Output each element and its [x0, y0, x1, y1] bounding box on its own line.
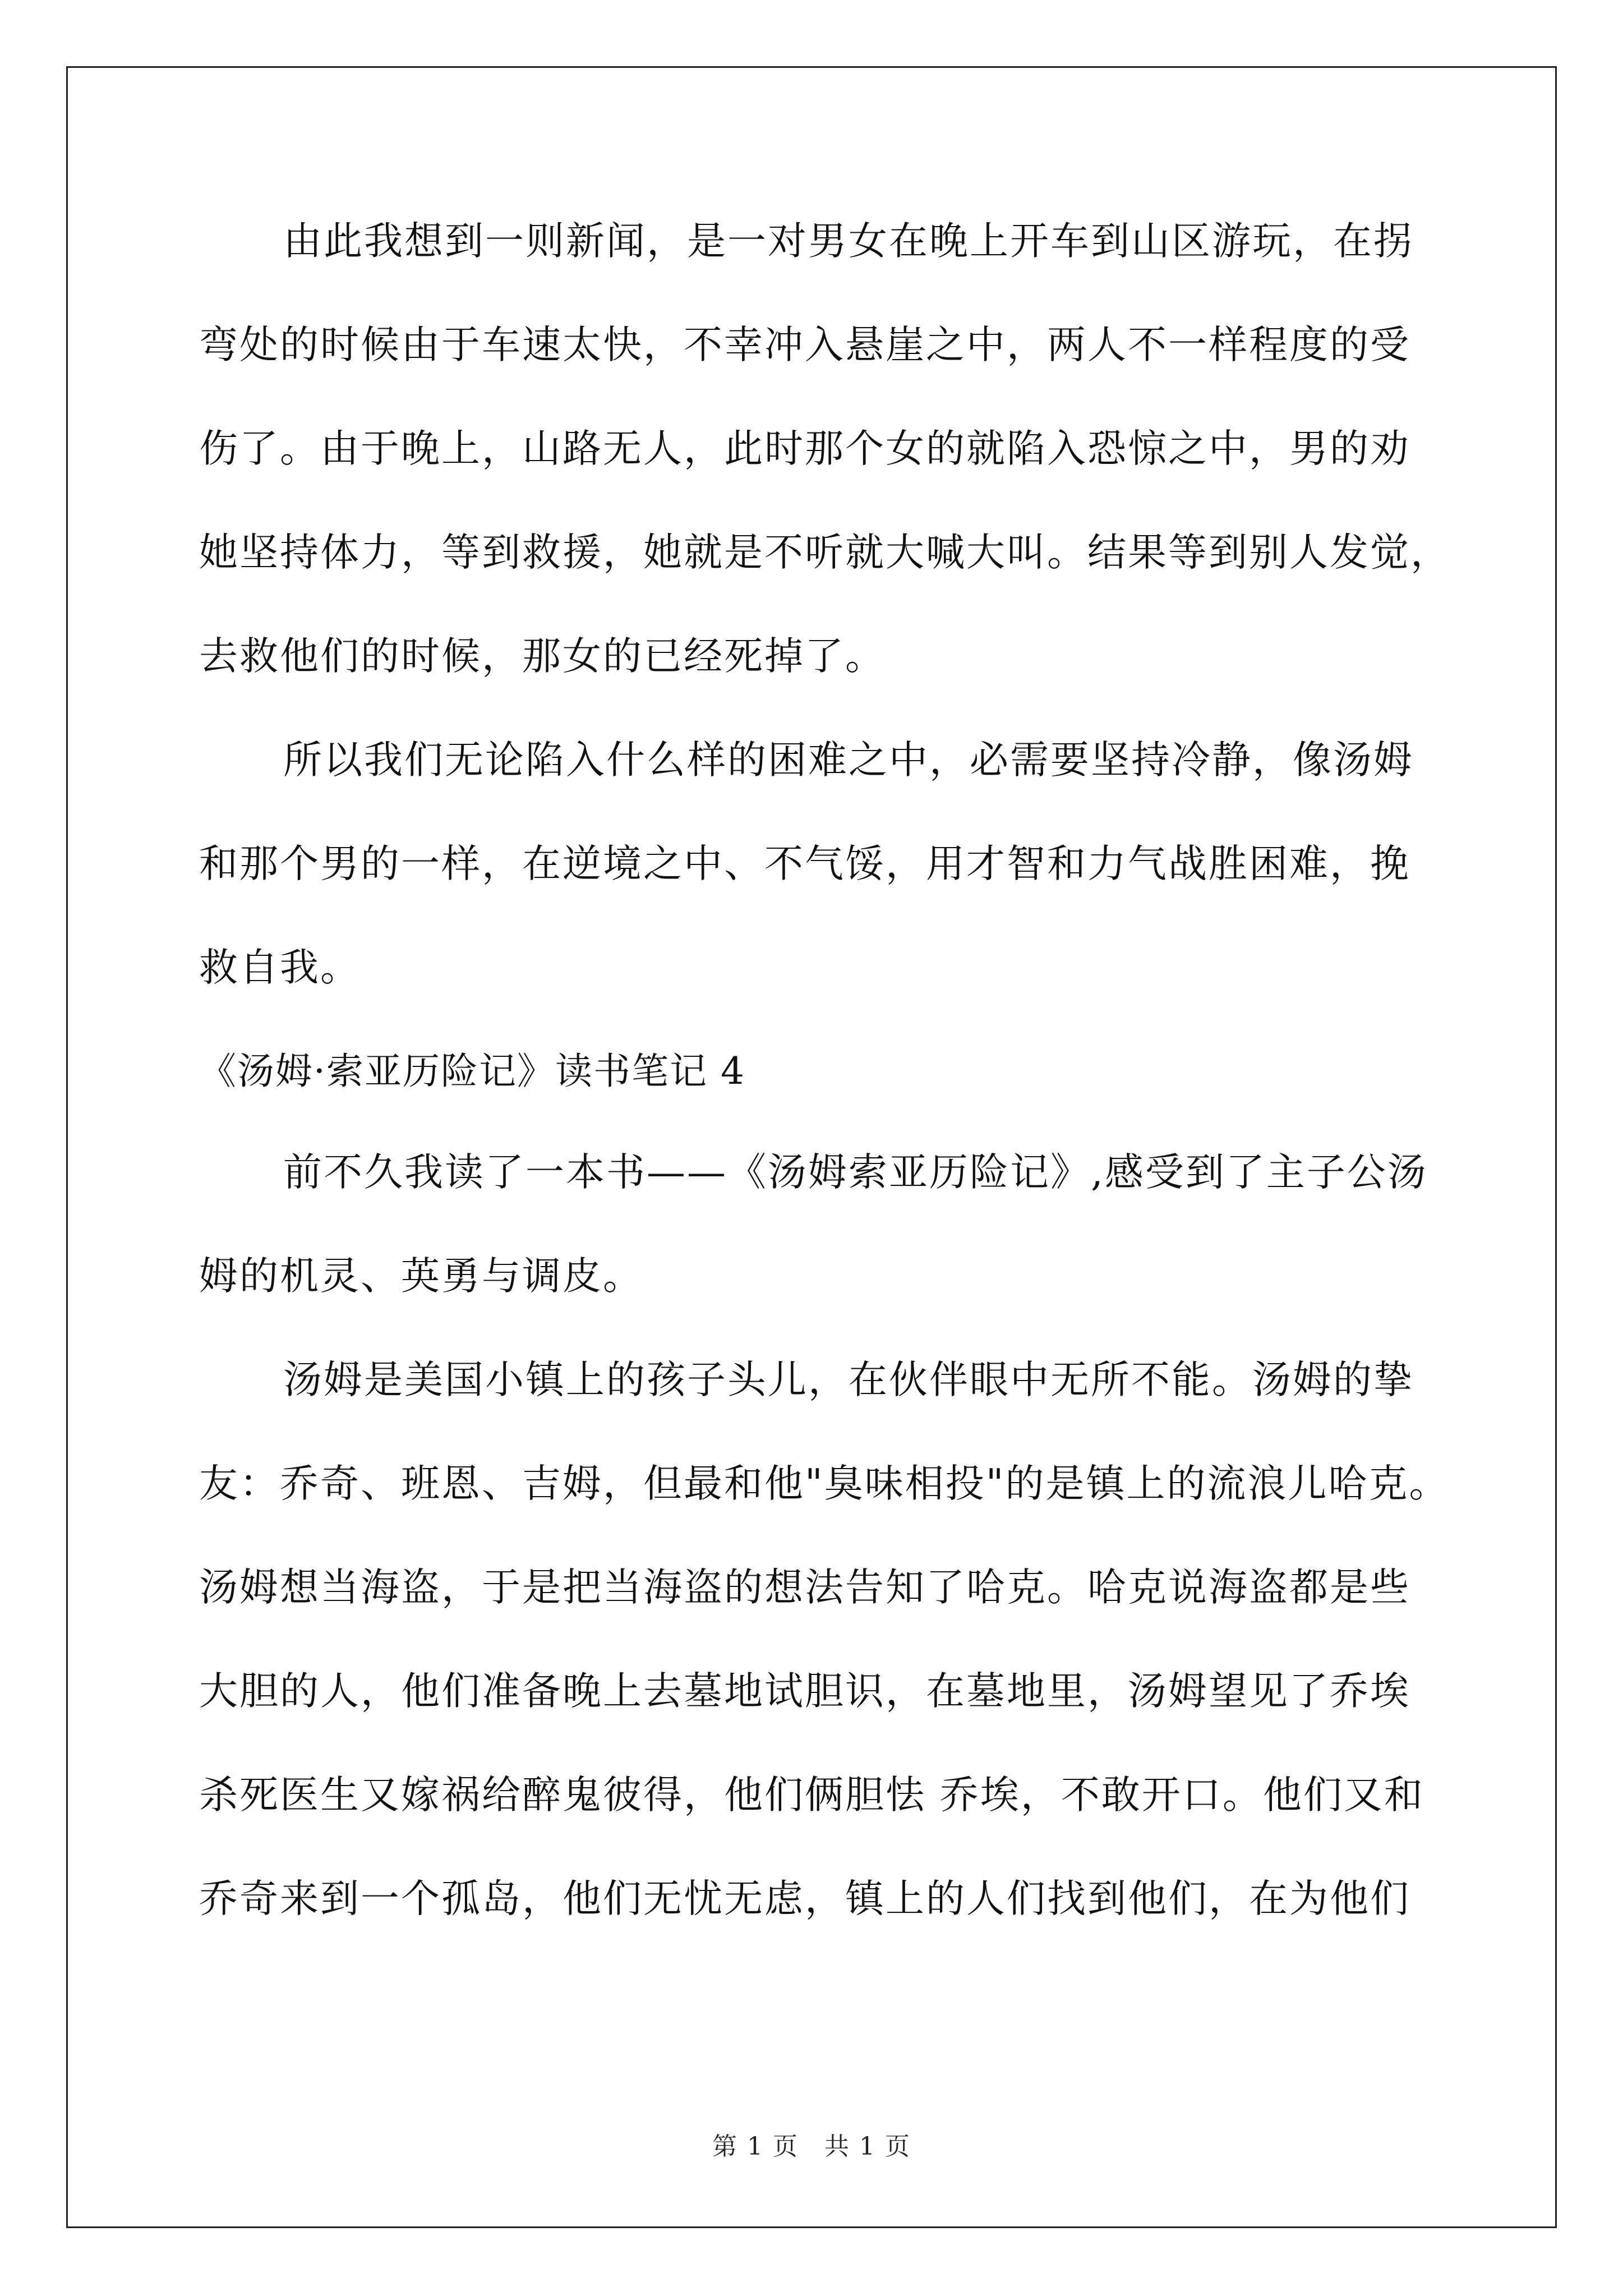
paragraph: [199, 1150, 1450, 1360]
text-line: 杀死医生又嫁祸给醉鬼彼得，他们俩胆怯 乔埃，不敢开口。他们又和: [199, 1773, 1424, 1818]
text-line: 救自我。: [199, 945, 361, 990]
document-body: [199, 219, 1451, 1983]
text-line: 弯处的时候由于车速太快，不幸冲入悬崖之中，两人不一样程度的受: [199, 323, 1410, 367]
text-line: 汤姆想当海盗，于是把当海盗的想法告知了哈克。哈克说海盗都是些: [199, 1565, 1410, 1610]
text-line: 乔奇来到一个孤岛，他们无忧无虑，镇上的人们找到他们，在为他们: [199, 1876, 1410, 1921]
text-line: 去救他们的时候，那女的已经死掉了。: [199, 634, 886, 679]
text-line: 汤姆是美国小镇上的孩子头儿，在伙伴眼中无所不能。汤姆的挚: [283, 1358, 1414, 1402]
text-line: 由此我想到一则新闻，是一对男女在晚上开车到山区游玩，在拐: [283, 219, 1414, 264]
text-line: 大胆的人，他们准备晚上去墓地试胆识，在墓地里，汤姆望见了乔埃: [199, 1669, 1410, 1714]
paragraph: [199, 1360, 1450, 1983]
text-line: 前不久我读了一本书——《汤姆索亚历险记》,感受到了主子公汤: [283, 1150, 1428, 1195]
paragraph: [199, 740, 1450, 1052]
page-footer: 第 1 页 共 1 页: [712, 2132, 911, 2161]
text-line: 姆的机灵、英勇与调皮。: [199, 1254, 643, 1299]
text-line: 和那个男的一样，在逆境之中、不气馁，用才智和力气战胜困难，挽: [199, 841, 1410, 886]
section-heading: 《汤姆·索亚历险记》读书笔记 4: [199, 1050, 745, 1093]
text-line: 所以我们无论陷入什么样的困难之中，必需要坚持冷静，像汤姆: [283, 738, 1414, 783]
paragraph: [199, 219, 1451, 740]
text-line: 伤了。由于晚上，山路无人，此时那个女的就陷入恐惊之中，男的劝: [199, 426, 1410, 471]
text-line: 她坚持体力，等到救援，她就是不听就大喊大叫。结果等到别人发觉，: [199, 530, 1451, 575]
text-line: 友：乔奇、班恩、吉姆，但最和他"臭味相投"的是镇上的流浪儿哈克。: [199, 1461, 1450, 1506]
